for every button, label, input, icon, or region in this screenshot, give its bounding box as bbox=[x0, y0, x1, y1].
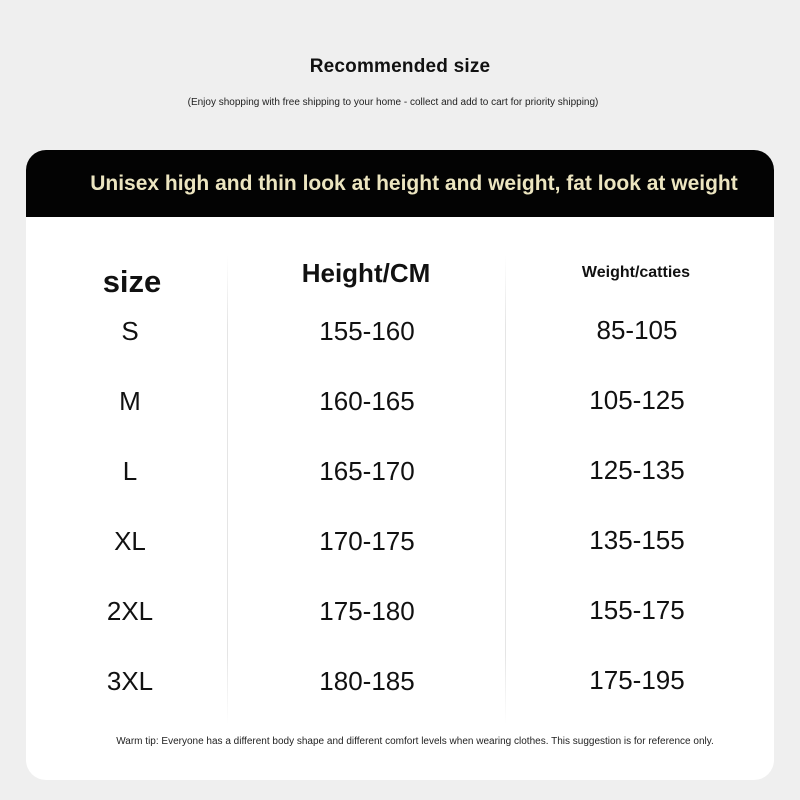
size-cell: XL bbox=[114, 526, 146, 556]
column-header-size: size bbox=[102, 264, 162, 299]
height-cell: 165-170 bbox=[319, 456, 415, 486]
column-divider bbox=[505, 255, 506, 725]
weight-cell: 105-125 bbox=[589, 385, 685, 415]
column-header-height: Height/CM bbox=[301, 258, 431, 288]
size-cell: 2XL bbox=[106, 596, 154, 626]
column-header-weight: Weight/catties bbox=[581, 264, 691, 281]
banner-text: Unisex high and thin look at height and weight, fat look at weight bbox=[90, 172, 738, 195]
weight-cell: 155-175 bbox=[589, 595, 685, 625]
size-cell: S bbox=[121, 316, 139, 346]
size-cell: M bbox=[119, 386, 141, 416]
weight-cell: 125-135 bbox=[589, 455, 685, 485]
warm-tip-footnote: Warm tip: Everyone has a different body shape and different comfort levels when wearing clothes. This suggestion is for reference only. bbox=[116, 736, 714, 747]
size-chart-card bbox=[26, 150, 774, 780]
size-cell: 3XL bbox=[106, 666, 154, 696]
height-cell: 180-185 bbox=[319, 666, 415, 696]
height-cell: 175-180 bbox=[319, 596, 415, 626]
weight-cell: 175-195 bbox=[589, 665, 685, 695]
weight-cell: 85-105 bbox=[596, 315, 678, 345]
page-subtitle: (Enjoy shopping with free shipping to your home - collect and add to cart for priority shipping) bbox=[187, 97, 599, 108]
height-cell: 155-160 bbox=[319, 316, 415, 346]
height-cell: 170-175 bbox=[319, 526, 415, 556]
page-title: Recommended size bbox=[309, 56, 491, 77]
height-cell: 160-165 bbox=[319, 386, 415, 416]
banner bbox=[26, 150, 774, 217]
column-divider bbox=[227, 255, 228, 725]
size-cell: L bbox=[122, 456, 138, 486]
weight-cell: 135-155 bbox=[589, 525, 685, 555]
